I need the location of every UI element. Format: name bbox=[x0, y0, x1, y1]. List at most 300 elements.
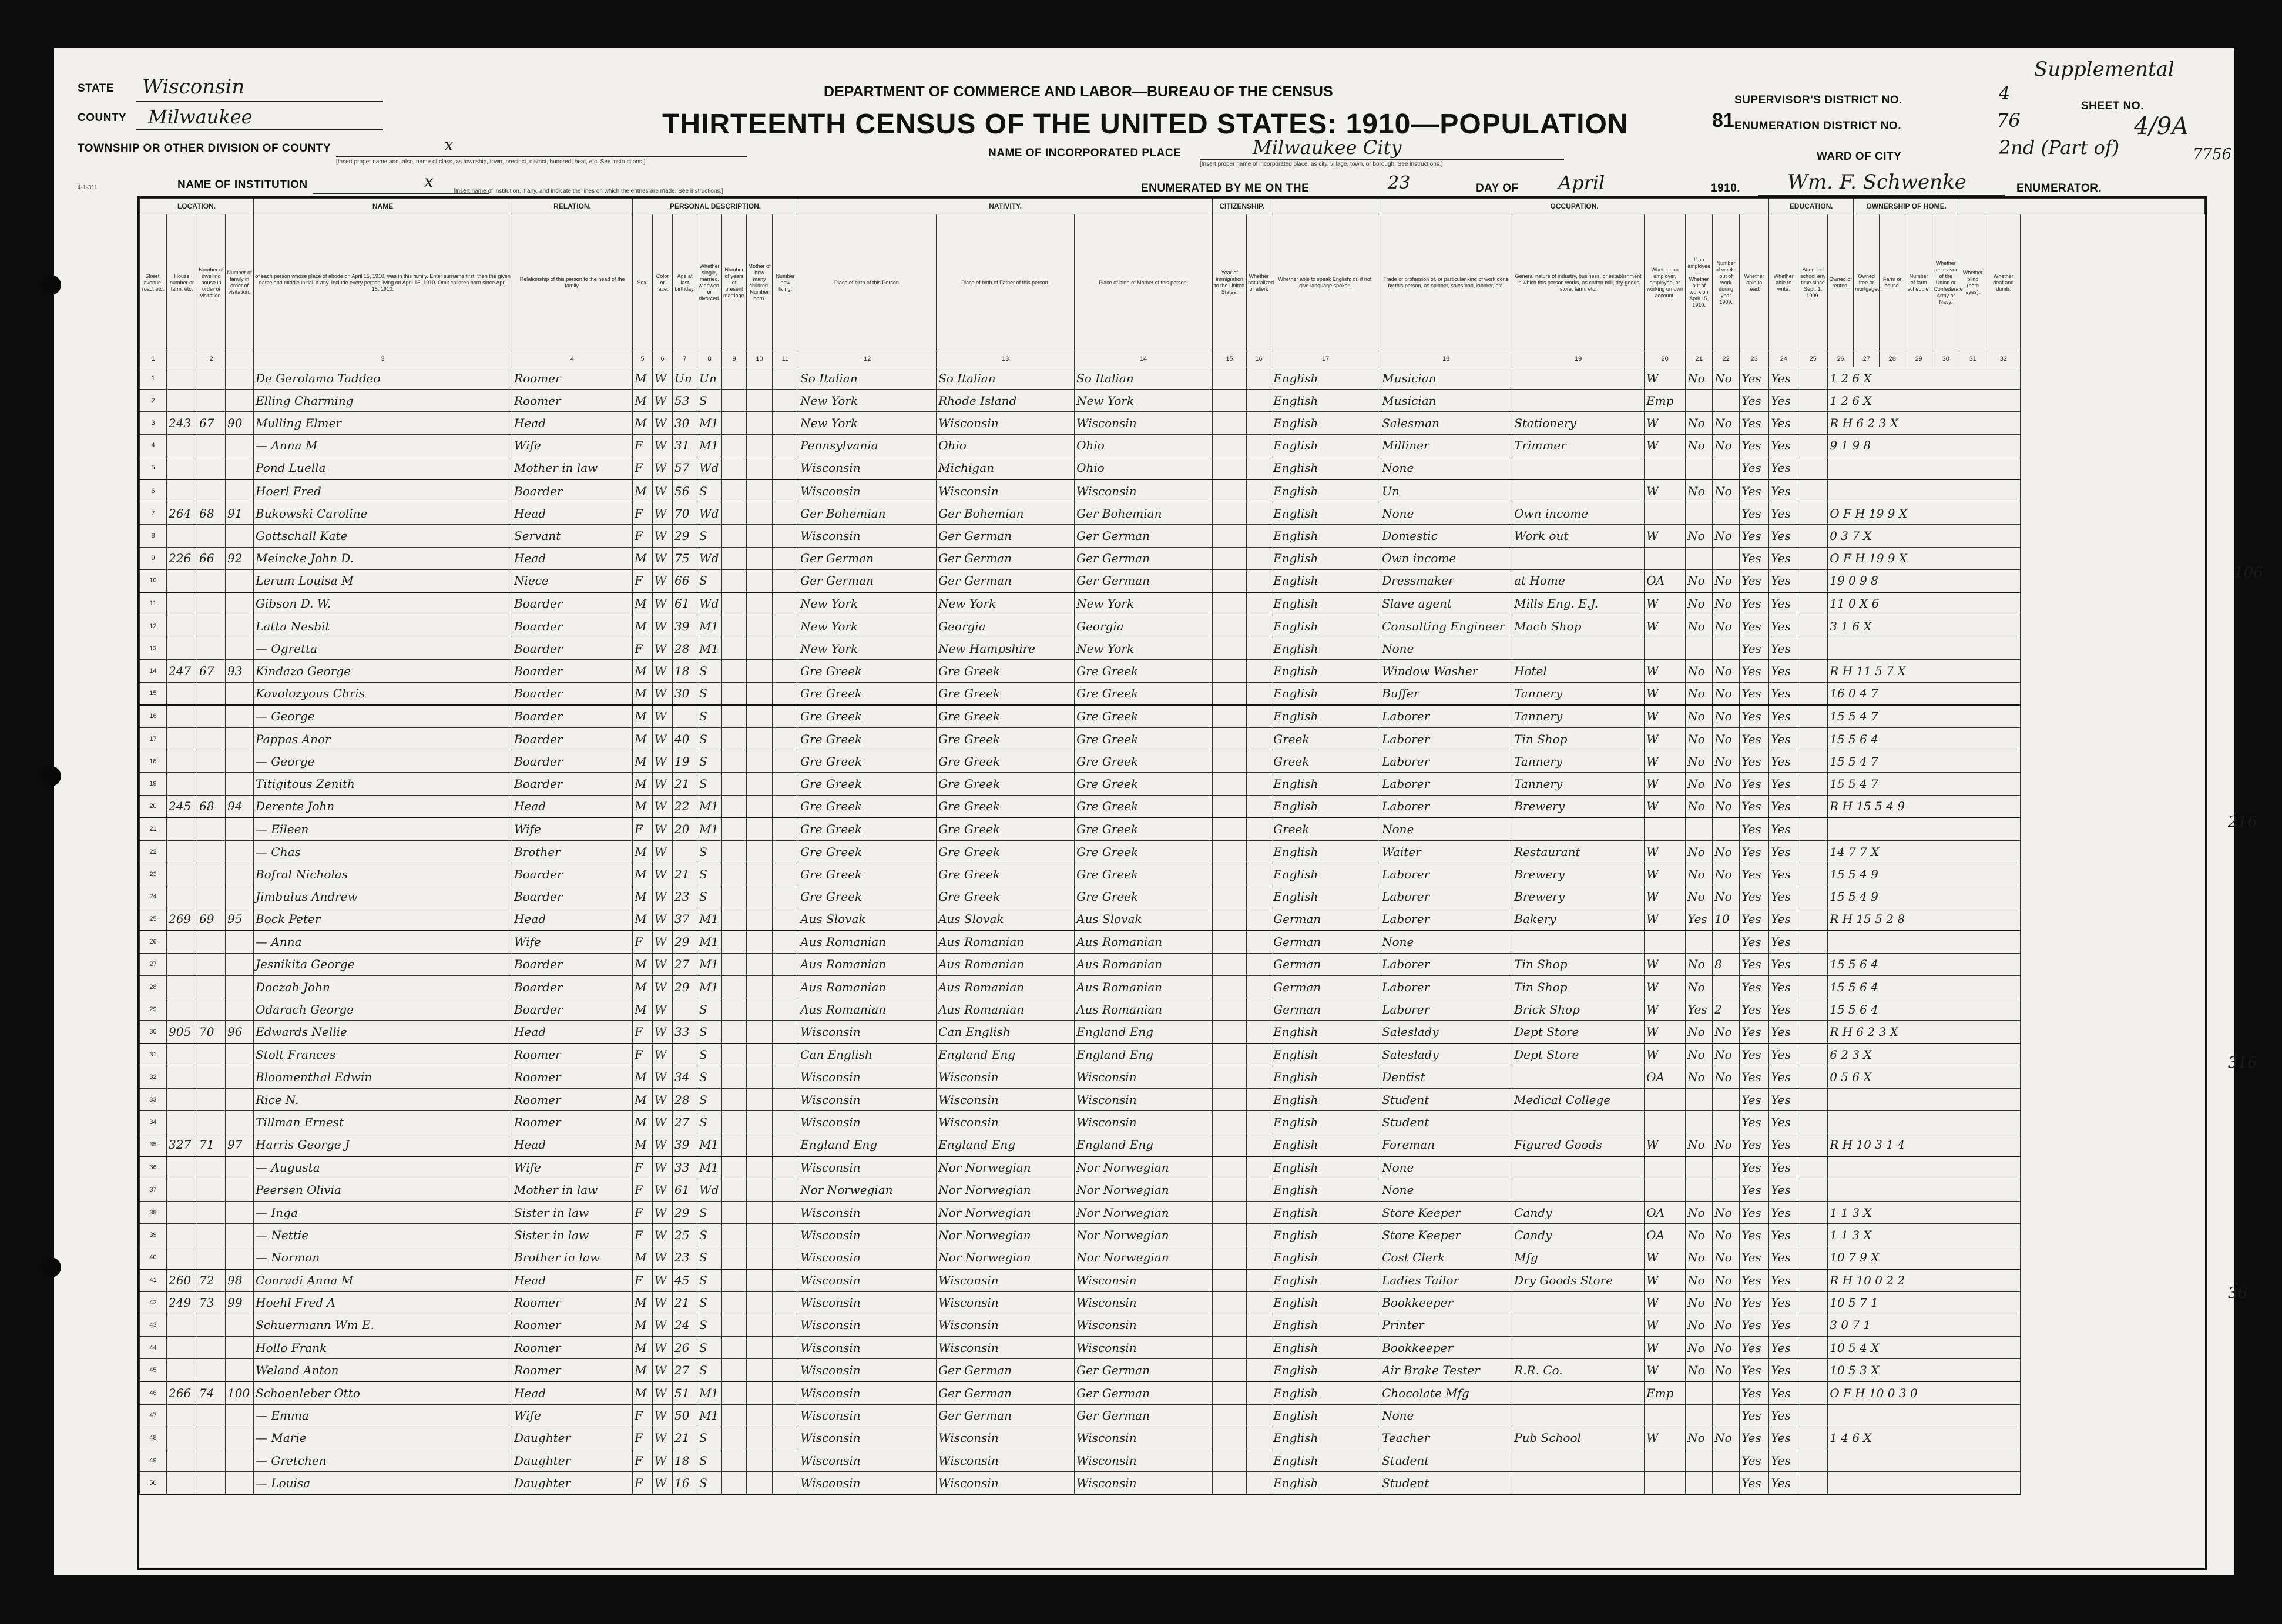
cell-lang: English bbox=[1271, 1449, 1380, 1472]
cell-house bbox=[167, 953, 197, 975]
empty-cell bbox=[1798, 592, 1828, 615]
cell-fam bbox=[226, 1066, 254, 1088]
cell-age: 27 bbox=[673, 1359, 697, 1382]
empty-cell bbox=[722, 728, 747, 750]
cell-ind: Stationery bbox=[1512, 412, 1645, 434]
cell-name: Bofral Nicholas bbox=[254, 863, 512, 885]
cell-mother: Wisconsin bbox=[1075, 1337, 1213, 1359]
cell-race: W bbox=[653, 1337, 673, 1359]
cell-race: W bbox=[653, 569, 673, 592]
empty-cell bbox=[773, 637, 798, 660]
empty-cell bbox=[1798, 569, 1828, 592]
county-underline bbox=[136, 129, 383, 130]
table-row bbox=[140, 931, 2205, 954]
cell-ind: Brewery bbox=[1512, 863, 1645, 885]
empty-cell bbox=[747, 1021, 773, 1043]
cell-ms: Wd bbox=[697, 457, 722, 479]
empty-cell bbox=[1213, 840, 1247, 863]
column-header: Whether a survivor of the Union or Confederate Army or Navy. bbox=[1932, 214, 1959, 351]
empty-cell bbox=[773, 1291, 798, 1314]
empty-cell bbox=[1798, 1021, 1828, 1043]
empty-cell bbox=[773, 885, 798, 908]
cell-fam bbox=[226, 569, 254, 592]
cell-write: Yes bbox=[1769, 908, 1798, 931]
cell-codes: 15 5 4 7 bbox=[1828, 705, 2021, 728]
column-number: 10 bbox=[747, 351, 773, 367]
cell-age bbox=[673, 705, 697, 728]
cell-fam: 96 bbox=[226, 1021, 254, 1043]
empty-cell bbox=[1213, 1111, 1247, 1133]
cell-dw bbox=[197, 682, 226, 705]
cell-mother: Ger German bbox=[1075, 525, 1213, 547]
cell-ms: M1 bbox=[697, 434, 722, 457]
empty-cell bbox=[1247, 1111, 1271, 1133]
empty-cell bbox=[1247, 1269, 1271, 1292]
cell-name: Bukowski Caroline bbox=[254, 502, 512, 525]
cell-emp bbox=[1645, 931, 1686, 954]
empty-cell bbox=[722, 1066, 747, 1088]
cell-ind: Figured Goods bbox=[1512, 1133, 1645, 1156]
cell-race: W bbox=[653, 412, 673, 434]
cell-sex: M bbox=[633, 863, 653, 885]
cell-name: — Norman bbox=[254, 1246, 512, 1269]
empty-cell bbox=[747, 569, 773, 592]
empty-cell bbox=[1798, 1337, 1828, 1359]
cell-ow: No bbox=[1686, 840, 1713, 863]
cell-birth: Wisconsin bbox=[798, 1337, 937, 1359]
empty-cell bbox=[1247, 1201, 1271, 1223]
column-header: House number or farm, etc. bbox=[167, 214, 197, 351]
empty-cell bbox=[1213, 885, 1247, 908]
cell-ln: 39 bbox=[140, 1224, 167, 1246]
cell-age: 21 bbox=[673, 1427, 697, 1449]
empty-cell bbox=[1798, 547, 1828, 569]
empty-cell bbox=[722, 592, 747, 615]
empty-cell bbox=[722, 1381, 747, 1404]
empty-cell bbox=[773, 569, 798, 592]
cell-ow: No bbox=[1686, 863, 1713, 885]
cell-write: Yes bbox=[1769, 1246, 1798, 1269]
cell-ms: S bbox=[697, 1472, 722, 1495]
cell-dw bbox=[197, 931, 226, 954]
cell-ms: S bbox=[697, 1337, 722, 1359]
cell-ow bbox=[1686, 931, 1713, 954]
cell-father: Rhode Island bbox=[937, 390, 1075, 412]
cell-wk: No bbox=[1713, 773, 1740, 795]
empty-cell bbox=[1213, 615, 1247, 637]
cell-dw bbox=[197, 1246, 226, 1269]
cell-trade: Un bbox=[1380, 479, 1512, 502]
cell-read: Yes bbox=[1740, 1246, 1769, 1269]
cell-age: 56 bbox=[673, 479, 697, 502]
cell-father: Georgia bbox=[937, 615, 1075, 637]
cell-birth: Wisconsin bbox=[798, 1224, 937, 1246]
cell-ow bbox=[1686, 818, 1713, 841]
cell-fam bbox=[226, 367, 254, 390]
cell-ow bbox=[1686, 1111, 1713, 1133]
empty-cell bbox=[1213, 750, 1247, 773]
empty-cell bbox=[1213, 1337, 1247, 1359]
cell-birth: Wisconsin bbox=[798, 1201, 937, 1223]
cell-ms: S bbox=[697, 1043, 722, 1066]
empty-cell bbox=[773, 840, 798, 863]
cell-fam bbox=[226, 840, 254, 863]
cell-write: Yes bbox=[1769, 660, 1798, 682]
cell-read: Yes bbox=[1740, 1427, 1769, 1449]
cell-ms: S bbox=[697, 1201, 722, 1223]
cell-ln: 31 bbox=[140, 1043, 167, 1066]
empty-cell bbox=[1798, 1314, 1828, 1336]
cell-age: 21 bbox=[673, 863, 697, 885]
cell-write: Yes bbox=[1769, 1472, 1798, 1495]
cell-emp: W bbox=[1645, 367, 1686, 390]
cell-age: 30 bbox=[673, 412, 697, 434]
empty-cell bbox=[747, 615, 773, 637]
empty-cell bbox=[773, 1246, 798, 1269]
empty-cell bbox=[722, 863, 747, 885]
cell-write: Yes bbox=[1769, 1337, 1798, 1359]
cell-ln: 8 bbox=[140, 525, 167, 547]
cell-read: Yes bbox=[1740, 1021, 1769, 1043]
cell-codes: 6 2 3 X bbox=[1828, 1043, 2021, 1066]
cell-write: Yes bbox=[1769, 1449, 1798, 1472]
empty-cell bbox=[1798, 953, 1828, 975]
cell-lang: English bbox=[1271, 1314, 1380, 1336]
empty-cell bbox=[747, 773, 773, 795]
empty-cell bbox=[1247, 1224, 1271, 1246]
cell-fam: 94 bbox=[226, 795, 254, 818]
empty-cell bbox=[722, 1337, 747, 1359]
cell-rel: Boarder bbox=[512, 750, 633, 773]
cell-wk: 8 bbox=[1713, 953, 1740, 975]
cell-ms: S bbox=[697, 1246, 722, 1269]
cell-ow: No bbox=[1686, 615, 1713, 637]
cell-house: 226 bbox=[167, 547, 197, 569]
cell-fam: 93 bbox=[226, 660, 254, 682]
empty-cell bbox=[1247, 367, 1271, 390]
column-number: 29 bbox=[1905, 351, 1932, 367]
cell-house bbox=[167, 1066, 197, 1088]
empty-cell bbox=[722, 931, 747, 954]
cell-lang: English bbox=[1271, 1404, 1380, 1427]
cell-house bbox=[167, 885, 197, 908]
cell-mother: England Eng bbox=[1075, 1021, 1213, 1043]
cell-ln: 21 bbox=[140, 818, 167, 841]
cell-sex: M bbox=[633, 705, 653, 728]
cell-name: — Emma bbox=[254, 1404, 512, 1427]
department-heading: DEPARTMENT OF COMMERCE AND LABOR—BUREAU OF THE CENSUS bbox=[824, 83, 1333, 100]
cell-father: Gre Greek bbox=[937, 660, 1075, 682]
cell-ow: No bbox=[1686, 1314, 1713, 1336]
column-header: Number of weeks out of work during year 1909. bbox=[1713, 214, 1740, 351]
empty-cell bbox=[773, 479, 798, 502]
cell-read: Yes bbox=[1740, 1224, 1769, 1246]
empty-cell bbox=[773, 615, 798, 637]
cell-ms: Un bbox=[697, 367, 722, 390]
cell-wk bbox=[1713, 390, 1740, 412]
cell-read: Yes bbox=[1740, 998, 1769, 1021]
empty-cell bbox=[747, 818, 773, 841]
empty-cell bbox=[1213, 525, 1247, 547]
cell-emp: OA bbox=[1645, 1066, 1686, 1088]
cell-dw bbox=[197, 728, 226, 750]
empty-cell bbox=[773, 795, 798, 818]
cell-ow: No bbox=[1686, 569, 1713, 592]
cell-birth: Aus Romanian bbox=[798, 998, 937, 1021]
cell-father: Gre Greek bbox=[937, 773, 1075, 795]
cell-age: 23 bbox=[673, 885, 697, 908]
empty-cell bbox=[1798, 412, 1828, 434]
empty-cell bbox=[773, 750, 798, 773]
cell-fam bbox=[226, 773, 254, 795]
cell-trade: Laborer bbox=[1380, 908, 1512, 931]
cell-codes: 15 5 6 4 bbox=[1828, 728, 2021, 750]
enumeration-day: 23 bbox=[1388, 173, 1411, 193]
cell-sex: F bbox=[633, 637, 653, 660]
cell-age: 19 bbox=[673, 750, 697, 773]
empty-cell bbox=[747, 1156, 773, 1179]
cell-father: Gre Greek bbox=[937, 705, 1075, 728]
cell-rel: Head bbox=[512, 1021, 633, 1043]
cell-codes bbox=[1828, 818, 2021, 841]
cell-sex: M bbox=[633, 840, 653, 863]
empty-cell bbox=[773, 547, 798, 569]
cell-emp: W bbox=[1645, 728, 1686, 750]
cell-rel: Roomer bbox=[512, 1066, 633, 1088]
column-header: Whether able to read. bbox=[1740, 214, 1769, 351]
cell-fam bbox=[226, 1449, 254, 1472]
cell-read: Yes bbox=[1740, 1111, 1769, 1133]
occupation-group-header: OCCUPATION. bbox=[1380, 199, 1769, 214]
cell-ow bbox=[1686, 390, 1713, 412]
institution-note: [Insert name of institution, if any, and indicate the lines on which the entries are made. See instructions.] bbox=[454, 188, 723, 194]
cell-fam bbox=[226, 818, 254, 841]
cell-codes bbox=[1828, 637, 2021, 660]
cell-mother: Georgia bbox=[1075, 615, 1213, 637]
cell-codes: R H 15 5 4 9 bbox=[1828, 795, 2021, 818]
cell-wk: No bbox=[1713, 750, 1740, 773]
empty-cell bbox=[722, 615, 747, 637]
cell-emp: OA bbox=[1645, 1224, 1686, 1246]
cell-birth: New York bbox=[798, 412, 937, 434]
cell-ln: 25 bbox=[140, 908, 167, 931]
cell-race: W bbox=[653, 773, 673, 795]
place-underline bbox=[1200, 159, 1564, 160]
misc-group-header bbox=[1959, 199, 2205, 214]
cell-write: Yes bbox=[1769, 1156, 1798, 1179]
cell-ln: 26 bbox=[140, 931, 167, 954]
cell-birth: New York bbox=[798, 615, 937, 637]
cell-lang: English bbox=[1271, 1089, 1380, 1111]
empty-cell bbox=[1213, 390, 1247, 412]
empty-cell bbox=[747, 367, 773, 390]
cell-wk: No bbox=[1713, 885, 1740, 908]
cell-write: Yes bbox=[1769, 976, 1798, 998]
cell-dw bbox=[197, 976, 226, 998]
empty-cell bbox=[1798, 1381, 1828, 1404]
cell-emp: W bbox=[1645, 1133, 1686, 1156]
cell-ind bbox=[1512, 547, 1645, 569]
cell-lang: English bbox=[1271, 525, 1380, 547]
cell-emp: W bbox=[1645, 1246, 1686, 1269]
column-number: 32 bbox=[1986, 351, 2021, 367]
state-label: STATE bbox=[78, 82, 114, 95]
cell-age: 39 bbox=[673, 615, 697, 637]
cell-codes: R H 10 0 2 2 bbox=[1828, 1269, 2021, 1292]
cell-sex: F bbox=[633, 1427, 653, 1449]
empty-cell bbox=[773, 931, 798, 954]
cell-emp: W bbox=[1645, 705, 1686, 728]
cell-lang: English bbox=[1271, 412, 1380, 434]
cell-codes bbox=[1828, 1156, 2021, 1179]
cell-name: Hoerl Fred bbox=[254, 479, 512, 502]
column-header: Street, avenue, road, etc. bbox=[140, 214, 167, 351]
cell-emp bbox=[1645, 547, 1686, 569]
cell-house bbox=[167, 682, 197, 705]
cell-sex: M bbox=[633, 1246, 653, 1269]
cell-write: Yes bbox=[1769, 795, 1798, 818]
cell-sex: M bbox=[633, 547, 653, 569]
cell-trade: Own income bbox=[1380, 547, 1512, 569]
empty-cell bbox=[1247, 976, 1271, 998]
empty-cell bbox=[1798, 1359, 1828, 1382]
cell-rel: Daughter bbox=[512, 1472, 633, 1495]
empty-cell bbox=[1247, 1359, 1271, 1382]
cell-wk bbox=[1713, 1179, 1740, 1201]
cell-codes: R H 6 2 3 X bbox=[1828, 412, 2021, 434]
cell-lang: English bbox=[1271, 1156, 1380, 1179]
cell-age: 23 bbox=[673, 1246, 697, 1269]
empty-cell bbox=[747, 705, 773, 728]
empty-cell bbox=[722, 479, 747, 502]
cell-age: 34 bbox=[673, 1066, 697, 1088]
cell-wk: No bbox=[1713, 1043, 1740, 1066]
cell-fam bbox=[226, 953, 254, 975]
cell-codes: 10 5 4 X bbox=[1828, 1337, 2021, 1359]
empty-cell bbox=[1213, 1133, 1247, 1156]
empty-cell bbox=[722, 412, 747, 434]
cell-age: 22 bbox=[673, 795, 697, 818]
cell-name: Harris George J bbox=[254, 1133, 512, 1156]
empty-cell bbox=[1213, 1021, 1247, 1043]
cell-fam bbox=[226, 1404, 254, 1427]
cell-trade: Slave agent bbox=[1380, 592, 1512, 615]
cell-fam bbox=[226, 592, 254, 615]
table-row bbox=[140, 885, 2205, 908]
empty-cell bbox=[1247, 728, 1271, 750]
cell-wk bbox=[1713, 457, 1740, 479]
empty-cell bbox=[1213, 592, 1247, 615]
cell-ms: M1 bbox=[697, 908, 722, 931]
cell-birth: Aus Romanian bbox=[798, 931, 937, 954]
county-label: COUNTY bbox=[78, 112, 127, 124]
cell-house bbox=[167, 637, 197, 660]
empty-cell bbox=[773, 818, 798, 841]
empty-cell bbox=[1798, 931, 1828, 954]
column-number: 30 bbox=[1932, 351, 1959, 367]
cell-mother: Ger German bbox=[1075, 1359, 1213, 1382]
cell-birth: Wisconsin bbox=[798, 1381, 937, 1404]
empty-cell bbox=[747, 1224, 773, 1246]
empty-cell bbox=[1247, 1089, 1271, 1111]
cell-ms: S bbox=[697, 1111, 722, 1133]
cell-ms: Wd bbox=[697, 502, 722, 525]
cell-emp: W bbox=[1645, 682, 1686, 705]
cell-house bbox=[167, 728, 197, 750]
cell-trade: None bbox=[1380, 818, 1512, 841]
column-header: Place of birth of Mother of this person. bbox=[1075, 214, 1213, 351]
cell-dw bbox=[197, 750, 226, 773]
cell-dw bbox=[197, 1111, 226, 1133]
cell-sex: F bbox=[633, 1156, 653, 1179]
place-note: [Insert proper name of incorporated place, as city, village, town, or borough. See instructions.] bbox=[1200, 161, 1443, 167]
cell-house bbox=[167, 1314, 197, 1336]
empty-cell bbox=[722, 502, 747, 525]
empty-cell bbox=[773, 682, 798, 705]
cell-rel: Wife bbox=[512, 1404, 633, 1427]
cell-lang: English bbox=[1271, 705, 1380, 728]
cell-fam: 100 bbox=[226, 1381, 254, 1404]
cell-ln: 41 bbox=[140, 1269, 167, 1292]
empty-cell bbox=[1247, 682, 1271, 705]
cell-lang: English bbox=[1271, 434, 1380, 457]
empty-cell bbox=[773, 1179, 798, 1201]
cell-read: Yes bbox=[1740, 705, 1769, 728]
supervisor-label: SUPERVISOR'S DISTRICT NO. bbox=[1734, 94, 1902, 106]
cell-codes: 15 5 6 4 bbox=[1828, 998, 2021, 1021]
cell-rel: Boarder bbox=[512, 637, 633, 660]
empty-cell bbox=[747, 953, 773, 975]
cell-race: W bbox=[653, 434, 673, 457]
cell-write: Yes bbox=[1769, 1427, 1798, 1449]
sheet-label: SHEET NO. bbox=[2081, 100, 2144, 112]
cell-read: Yes bbox=[1740, 1381, 1769, 1404]
table-row bbox=[140, 1066, 2205, 1088]
cell-trade: Laborer bbox=[1380, 728, 1512, 750]
cell-mother: Nor Norwegian bbox=[1075, 1246, 1213, 1269]
cell-ln: 40 bbox=[140, 1246, 167, 1269]
cell-emp bbox=[1645, 502, 1686, 525]
column-header: Year of immigration to the United States. bbox=[1213, 214, 1247, 351]
table-row bbox=[140, 1381, 2205, 1404]
cell-age: 21 bbox=[673, 1291, 697, 1314]
cell-father: Nor Norwegian bbox=[937, 1246, 1075, 1269]
cell-wk: No bbox=[1713, 1133, 1740, 1156]
cell-write: Yes bbox=[1769, 569, 1798, 592]
cell-wk bbox=[1713, 976, 1740, 998]
cell-lang: English bbox=[1271, 682, 1380, 705]
empty-cell bbox=[1798, 908, 1828, 931]
cell-read: Yes bbox=[1740, 818, 1769, 841]
cell-emp: W bbox=[1645, 885, 1686, 908]
cell-mother: Gre Greek bbox=[1075, 795, 1213, 818]
cell-age bbox=[673, 840, 697, 863]
cell-age: 66 bbox=[673, 569, 697, 592]
cell-dw bbox=[197, 885, 226, 908]
cell-birth: Wisconsin bbox=[798, 479, 937, 502]
cell-name: Lerum Louisa M bbox=[254, 569, 512, 592]
cell-codes: 10 7 9 X bbox=[1828, 1246, 2021, 1269]
cell-mother: Ger German bbox=[1075, 547, 1213, 569]
cell-sex: M bbox=[633, 773, 653, 795]
cell-fam: 98 bbox=[226, 1269, 254, 1292]
empty-cell bbox=[1213, 1359, 1247, 1382]
empty-cell bbox=[722, 1224, 747, 1246]
cell-rel: Boarder bbox=[512, 660, 633, 682]
cell-ow: No bbox=[1686, 1246, 1713, 1269]
empty-cell bbox=[1213, 1472, 1247, 1495]
empty-cell bbox=[773, 457, 798, 479]
